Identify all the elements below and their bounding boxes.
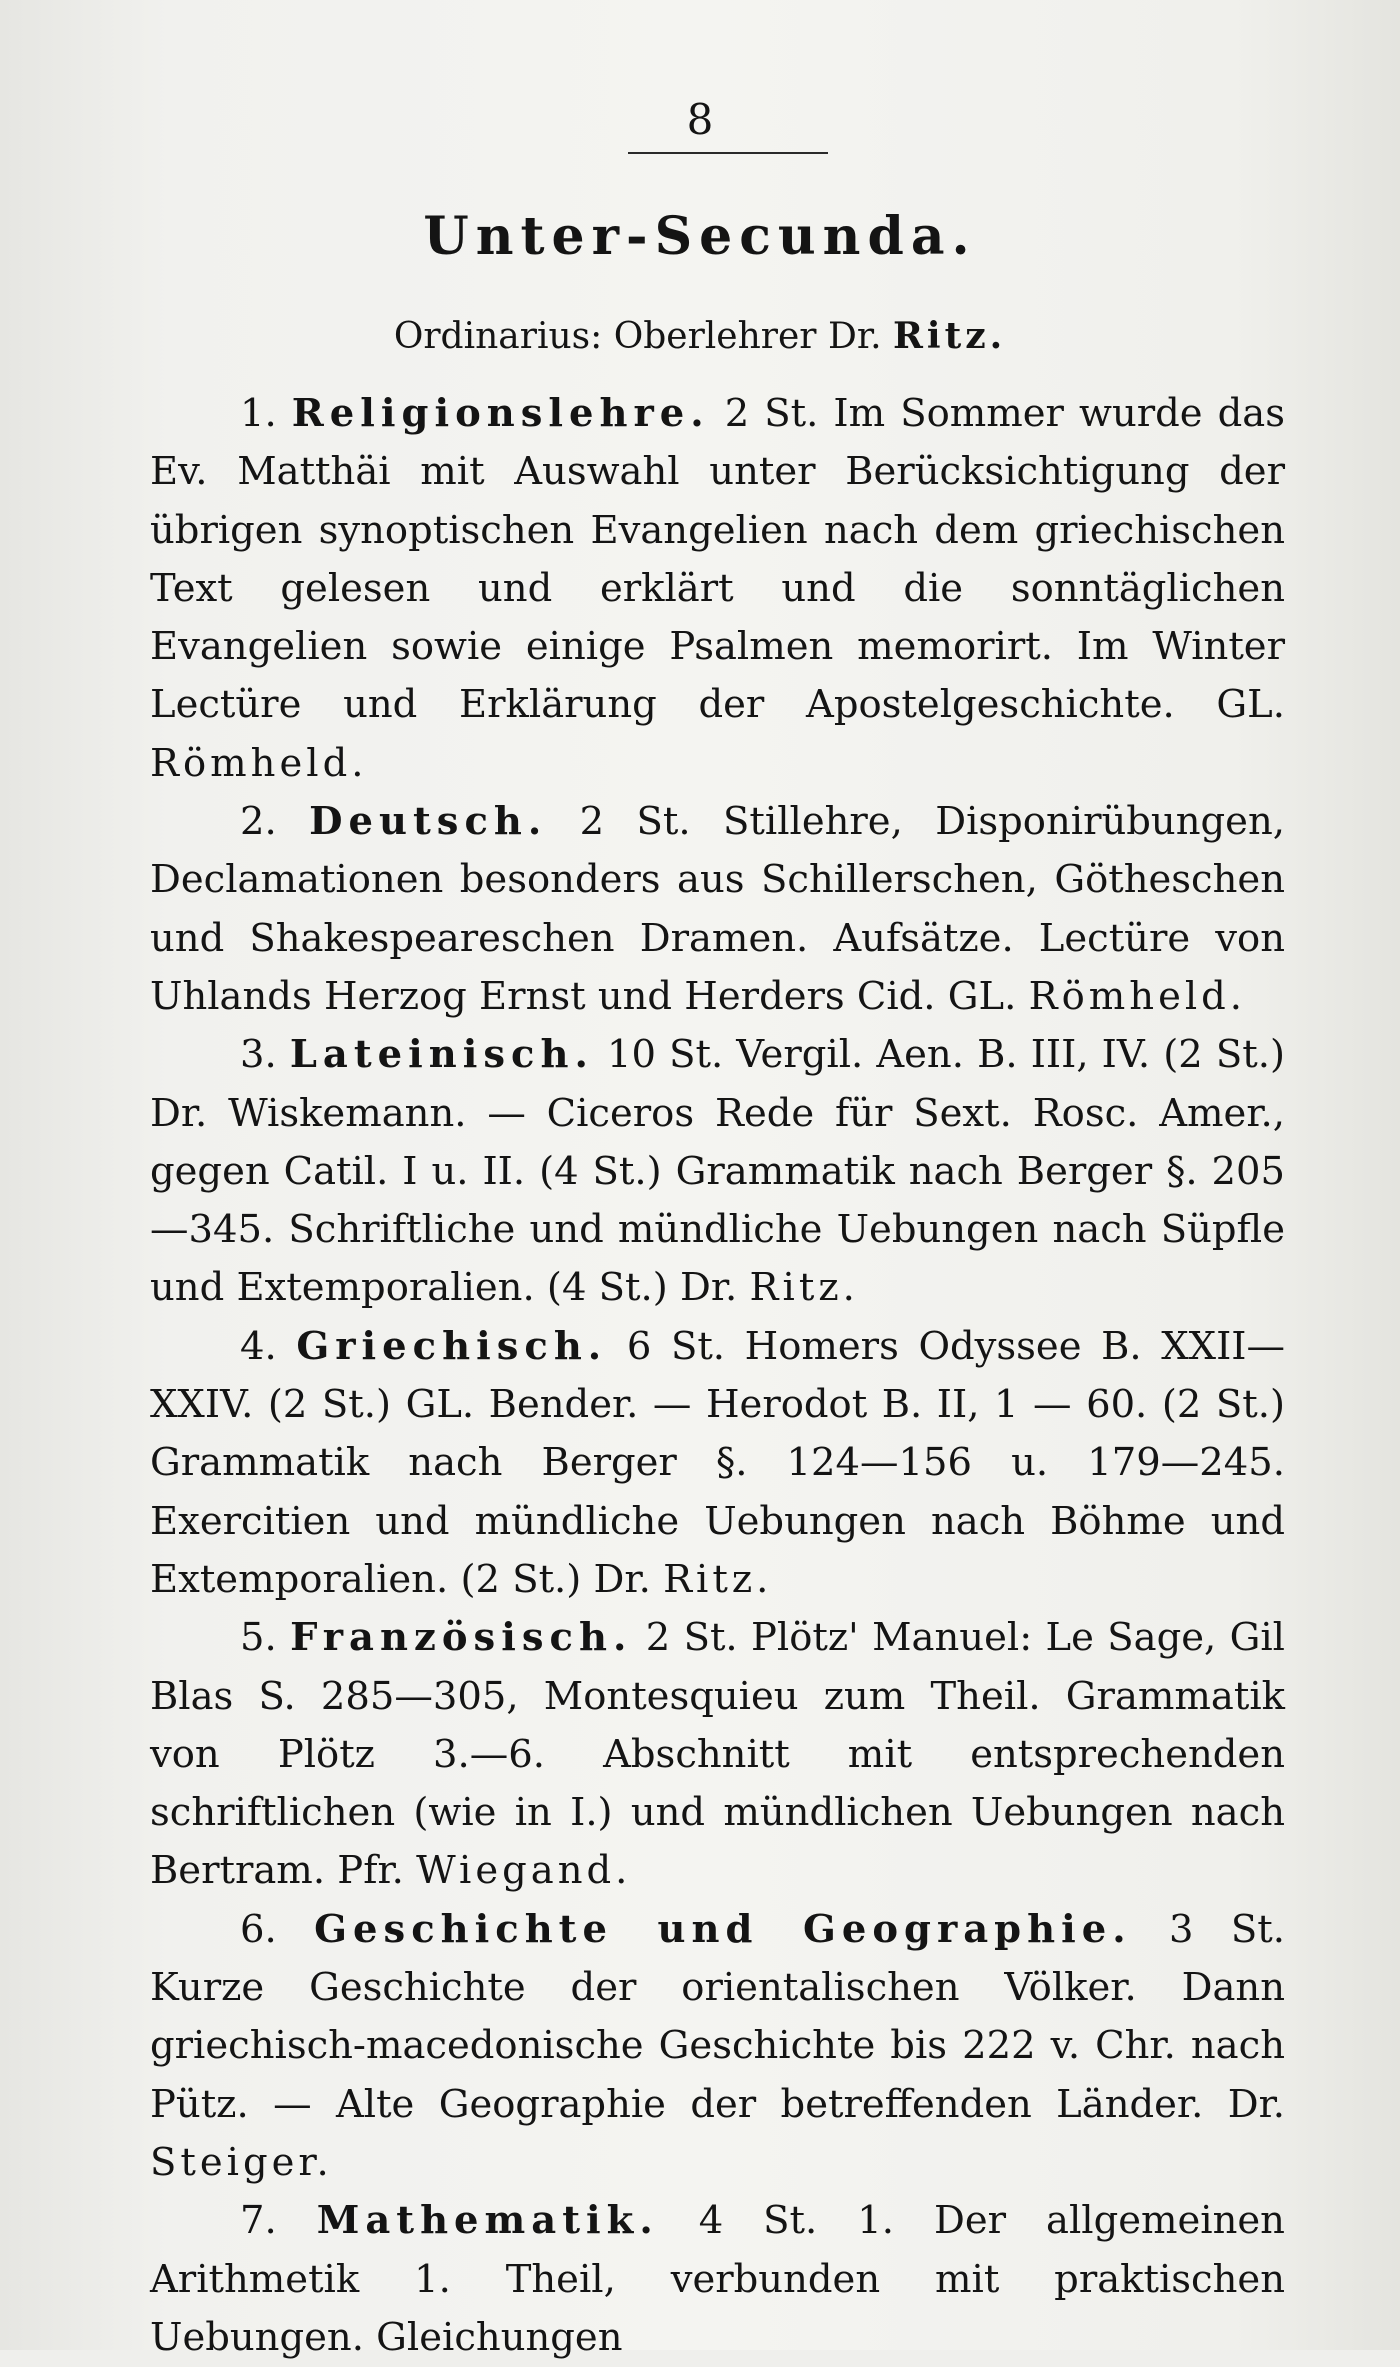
subject-paragraph-geschichte — [150, 1901, 1285, 2192]
subject-teacher: Ritz. — [749, 1265, 859, 1311]
ordinarius-line — [0, 312, 1400, 361]
subject-number: 3. — [240, 1032, 290, 1078]
subject-text: 2 St. Plötz' Manuel: Le Sage, Gil Blas S. 285—305, Montesquieu zum Theil. Grammatik von Plötz 3.—6. Abschnitt mit entsprechenden schriftlichen (wie in I.) und mündlichen Uebungen nach Bertram. Pfr. — [150, 1615, 1285, 1894]
subject-name: Deutsch. — [309, 799, 548, 845]
subject-teacher: Ritz. — [663, 1556, 773, 1602]
subject-number: 1. — [240, 391, 292, 436]
section-title: Unter-Secunda. — [423, 206, 977, 267]
header-rule — [628, 152, 828, 154]
subject-paragraph-latein — [150, 1026, 1285, 1317]
subject-teacher: Steiger. — [150, 2139, 333, 2185]
subject-number: 2. — [240, 799, 310, 845]
subject-text: 4 St. 1. Der allgemeinen Arithmetik 1. Theil, verbunden mit praktischen Uebungen. Gleichungen — [150, 2198, 1285, 2360]
subject-paragraph-deutsch — [150, 793, 1285, 1026]
subject-text: 10 St. Vergil. Aen. B. III, IV. (2 St.) Dr. Wiskemann. — Ciceros Rede für Sext. Rosc. Amer., gegen Catil. I u. II. (4 St.) Grammatik nach Berger §. 205—345. Schriftliche und mündliche Uebungen nach Süpfle und Extemporalien. (4 St.) Dr. — [150, 1032, 1285, 1311]
subject-name: Griechisch. — [296, 1323, 608, 1369]
subject-name: Lateinisch. — [289, 1032, 594, 1078]
subject-teacher: Römheld. — [150, 740, 368, 786]
subject-list — [150, 385, 1285, 2367]
subject-paragraph-mathematik — [150, 2192, 1285, 2367]
subject-text: 3 St. Kurze Geschichte der orientalischen Völker. Dann griechisch-macedonische Geschichte bis 222 v. Chr. nach Pütz. — Alte Geographie der betreffenden Länder. Dr. — [150, 1906, 1285, 2127]
subject-teacher: Römheld. — [1028, 973, 1247, 1019]
subject-name: Religionslehre. — [291, 391, 710, 436]
subject-paragraph-franzoesisch — [150, 1609, 1285, 1900]
subject-name: Französisch. — [290, 1615, 633, 1661]
subject-number: 4. — [240, 1323, 297, 1369]
subject-name: Geschichte und Geographie. — [314, 1906, 1132, 1952]
ordinarius-name: Ritz. — [892, 315, 1007, 357]
page-number: 8 — [686, 95, 714, 144]
subject-text: 2 St. Im Sommer wurde das Ev. Matthäi mit Auswahl unter Berücksichtigung der übrigen synoptischen Evangelien nach dem griechischen Text gelesen und erklärt und die sonntäglichen Evangelien sowie einige Psalmen memorirt. Im Winter Lectüre und Erklärung der Apostelgeschichte. GL. — [150, 391, 1285, 728]
subject-number: 6. — [240, 1906, 315, 1952]
subject-paragraph-religion — [150, 385, 1285, 793]
subject-text: 2 St. Stillehre, Disponirübungen, Declamationen besonders aus Schillerschen, Götheschen und Shakespeareschen Dramen. Aufsätze. Lectüre von Uhlands Herzog Ernst und Herders Cid. GL. — [150, 799, 1285, 1019]
subject-name: Mathematik. — [316, 2198, 659, 2244]
ordinarius-label: Ordinarius: Oberlehrer Dr. — [393, 316, 893, 357]
subject-text: 6 St. Homers Odyssee B. XXII—XXIV. (2 St.) GL. Bender. — Herodot B. II, 1 — 60. (2 St.) Grammatik nach Berger §. 124—156 u. 179—245. Exercitien und mündliche Uebungen nach Böhme und Extemporalien. (2 St.) Dr. — [150, 1323, 1285, 1602]
subject-paragraph-griechisch — [150, 1318, 1285, 1609]
subject-number: 5. — [240, 1615, 291, 1661]
subject-number: 7. — [240, 2198, 317, 2244]
subject-teacher: Wiegand. — [416, 1848, 632, 1894]
